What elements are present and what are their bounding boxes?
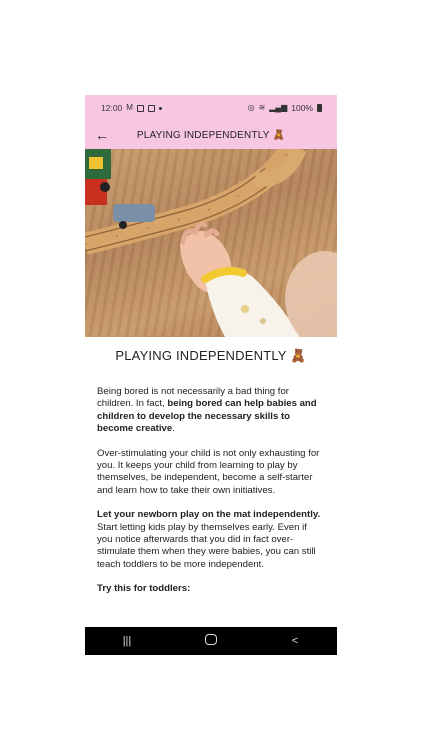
phone-screen	[85, 95, 337, 655]
status-left	[101, 103, 162, 113]
recent-apps-button[interactable]: |||	[122, 635, 132, 647]
p1-text-c: .	[172, 423, 175, 435]
p4-bold: Try this for toddlers:	[97, 583, 191, 595]
article-heading: PLAYING INDEPENDENTLY 🧸	[115, 348, 307, 363]
app-bar	[85, 121, 337, 149]
toy-train-illustration	[85, 149, 337, 337]
signal-icon: ▂▄▆	[269, 103, 288, 112]
wifi-icon: ≋	[258, 103, 266, 112]
article-paragraph-2: Over-stimulating your child is not only exhausting for you. It keeps your child from learning to play by themselves, be independent, become a self-starter and learn how to take their own initiatives.	[97, 447, 320, 496]
article-paragraph-3	[97, 509, 325, 571]
hero-image	[85, 149, 337, 337]
status-time: 12:00	[101, 103, 123, 113]
back-arrow-icon[interactable]: ←	[95, 127, 109, 143]
p3-bold: Let your newborn play on the mat independently.	[97, 509, 321, 521]
home-icon	[205, 634, 217, 645]
battery-text: 100%	[291, 103, 313, 113]
article-paragraph-4	[97, 583, 325, 595]
p1-text-a: Being bored is not necessarily a bad thing for children. In fact,	[97, 386, 289, 410]
article-content	[85, 348, 337, 596]
n-app-icon	[137, 105, 144, 112]
status-right	[248, 103, 322, 113]
nav-back-button[interactable]: <	[291, 635, 299, 647]
article-paragraph-1	[97, 386, 325, 436]
home-button[interactable]	[196, 634, 226, 648]
p1-bold: being bored can help babies and children to develop the necessary skills to become creative	[97, 398, 317, 435]
dot-icon	[159, 107, 162, 110]
p3-text: Start letting kids play by themselves early. Even if you notice afterwards that you did in fact over-stimulate them when they were babies, you can still teach toddlers to be more independent.	[97, 521, 316, 570]
status-bar	[85, 95, 337, 121]
system-nav-bar	[85, 627, 337, 655]
gmail-icon: M	[126, 103, 133, 112]
app-bar-title: PLAYING INDEPENDENTLY 🧸	[136, 129, 286, 141]
battery-icon	[317, 104, 322, 112]
card-icon	[148, 105, 155, 112]
hotspot-icon: ◎	[247, 103, 255, 112]
